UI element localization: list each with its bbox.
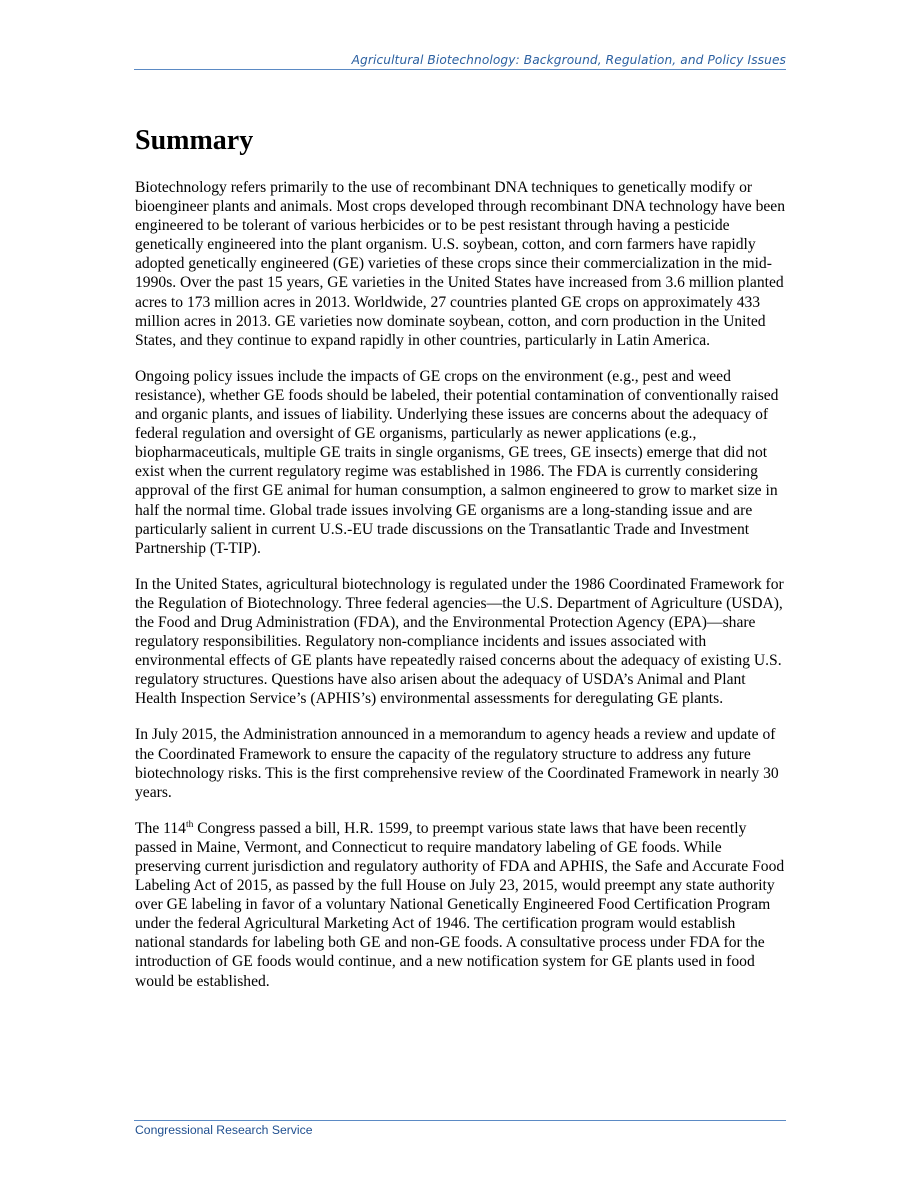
- paragraph-administration-review: In July 2015, the Administration announced in a memorandum to agency heads a review and update of the Coordinated Framework to ensure the capacity of the regulatory structure to address any future biotechnology risks. This is the first comprehensive review of the Coordinated Framework in nearly 30 years.: [135, 726, 779, 801]
- congress-bill-text-start: The 114: [135, 819, 186, 837]
- header-divider: [134, 69, 786, 70]
- paragraph-ge-adoption: Biotechnology refers primarily to the use of recombinant DNA techniques to genetically modify or bioengineer plants and animals. Most crops developed through recombinant DNA technology have been engineered to be tolerant of various herbicides or to be pest resistant through having a pesticide genetically engineered into the plant organism. U.S. soybean, cotton, and corn farmers have rapidly adopted genetically engineered (GE) varieties of these crops since their commercialization in the mid-1990s. Over the past 15 years, GE varieties in the United States have increased from 3.6 million planted acres to 173 million acres in 2013. Worldwide, 27 countries planted GE crops on approximately 433 million acres in 2013. GE varieties now dominate soybean, cotton, and corn production in the United States, and they continue to expand rapidly in other countries, particularly in Latin America.: [135, 179, 786, 349]
- ordinal-superscript: th: [185, 819, 194, 830]
- footer-publisher: Congressional Research Service: [135, 1123, 313, 1137]
- footer-divider: [134, 1120, 786, 1121]
- summary-body: [135, 178, 787, 1008]
- paragraph-congress-bill: [135, 819, 787, 991]
- running-header-title: Agricultural Biotechnology: Background, Regulation, and Policy Issues: [351, 53, 786, 67]
- page-title: Summary: [135, 125, 254, 156]
- paragraph-policy-issues: Ongoing policy issues include the impacts of GE crops on the environment (e.g., pest and weed resistance), whether GE foods should be labeled, their potential contamination of conventionally raised and organic plants, and issues of liability. Underlying these issues are concerns about the adequacy of federal regulation and oversight of GE organisms, particularly as newer applications (e.g., biopharmaceuticals, multiple GE traits in single organisms, GE trees, GE insects) emerge that did not exist when the current regulatory regime was established in 1986. The FDA is currently considering approval of the first GE animal for human consumption, a salmon engineered to grow to market size in half the normal time. Global trade issues involving GE organisms are a long-standing issue and are particularly salient in current U.S.-EU trade discussions on the Transatlantic Trade and Investment Partnership (T-TIP).: [135, 367, 779, 557]
- congress-bill-text-rest: Congress passed a bill, H.R. 1599, to preempt various state laws that have been recently passed in Maine, Vermont, and Connecticut to require mandatory labeling of GE foods. While preserving current jurisdiction and regulatory authority of FDA and APHIS, the Safe and Accurate Food Labeling Act of 2015, as passed by the full House on July 23, 2015, would preempt any state authority over GE labeling in favor of a voluntary National Genetically Engineered Food Certification Program under the federal Agricultural Marketing Act of 1946. The certification program would establish national standards for labeling both GE and non-GE foods. A consultative process under FDA for the introduction of GE foods would continue, and a new notification system for GE plants used in food would be established.: [135, 819, 785, 990]
- paragraph-regulation: In the United States, agricultural biotechnology is regulated under the 1986 Coordinated Framework for the Regulation of Biotechnology. Three federal agencies—the U.S. Department of Agriculture (USDA), the Food and Drug Administration (FDA), and the Environmental Protection Agency (EPA)—share regulatory responsibilities. Regulatory non-compliance incidents and issues associated with environmental effects of GE plants have repeatedly raised concerns about the adequacy of existing U.S. regulatory structures. Questions have also arisen about the adequacy of USDA’s Animal and Plant Health Inspection Service’s (APHIS’s) environmental assessments for deregulating GE plants.: [135, 575, 784, 708]
